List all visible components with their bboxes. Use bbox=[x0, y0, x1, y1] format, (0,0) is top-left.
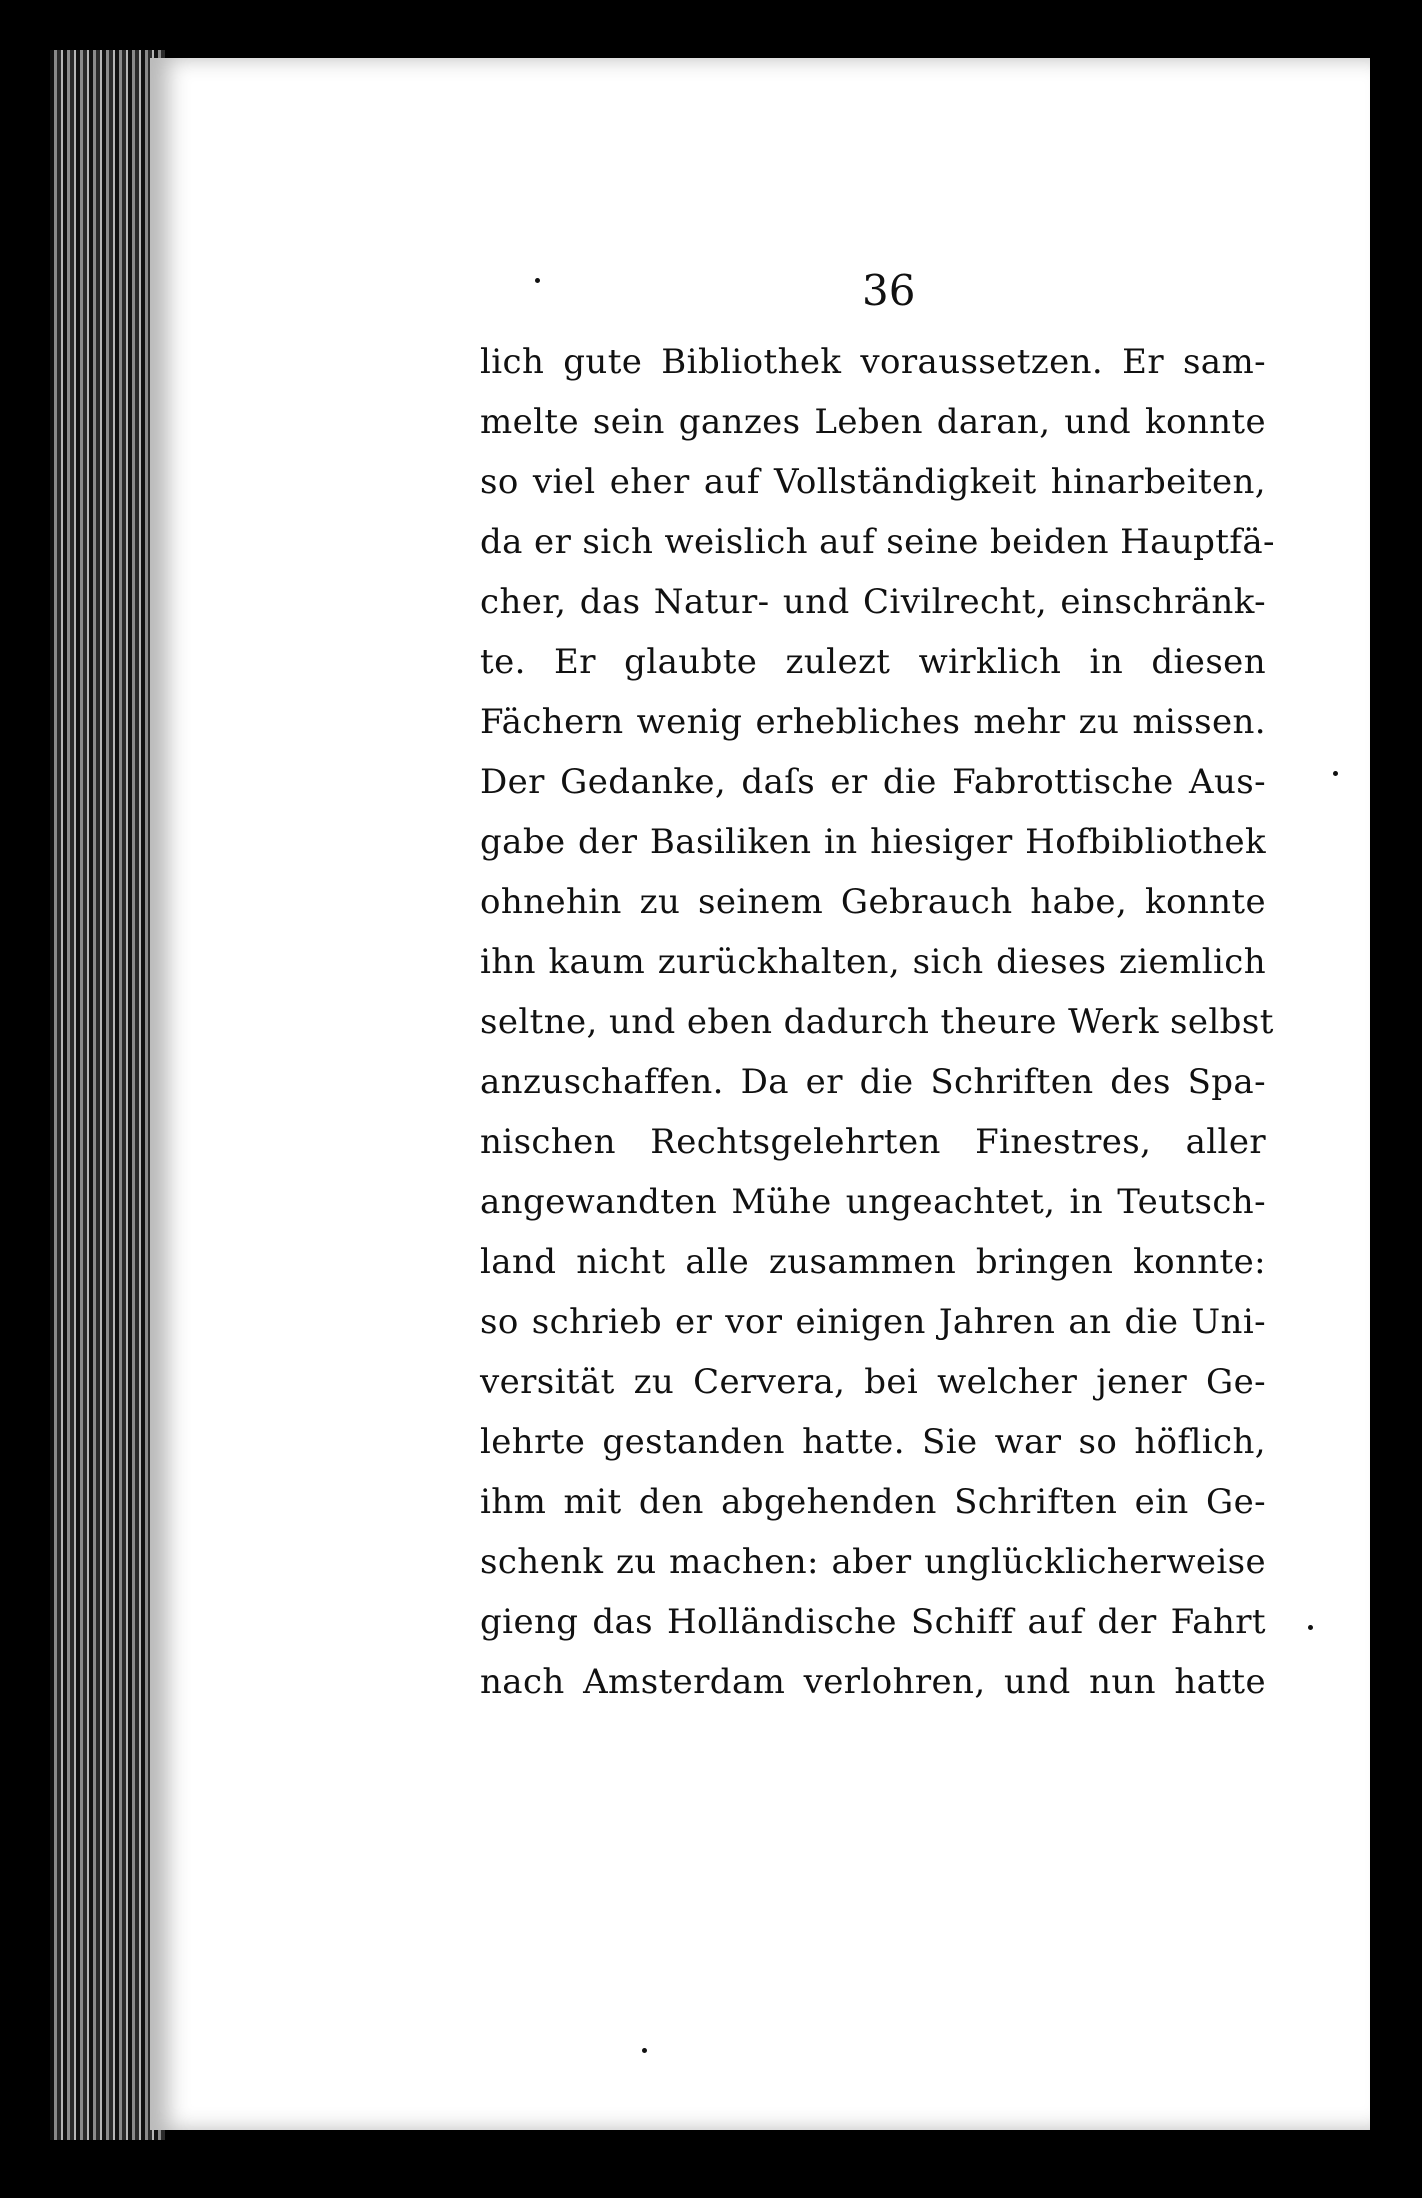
page-number: 36 bbox=[862, 266, 916, 315]
text-line: cher, das Natur- und Civilrecht, einschränk- bbox=[480, 582, 1266, 622]
ink-speck bbox=[535, 278, 540, 283]
text-line: anzuschaffen. Da er die Schriften des Spa- bbox=[480, 1062, 1266, 1102]
text-line: te. Er glaubte zulezt wirklich in diesen bbox=[480, 642, 1266, 682]
text-line: ohnehin zu seinem Gebrauch habe, konnte bbox=[480, 882, 1266, 922]
ink-speck bbox=[1333, 771, 1338, 776]
page-edges bbox=[50, 50, 165, 2140]
text-line: so schrieb er vor einigen Jahren an die Uni- bbox=[480, 1302, 1266, 1342]
text-line: lehrte gestanden hatte. Sie war so höflich, bbox=[480, 1422, 1266, 1462]
text-line: lich gute Bibliothek voraussetzen. Er sam- bbox=[480, 342, 1266, 382]
text-line: melte sein ganzes Leben daran, und konnte bbox=[480, 402, 1266, 442]
text-line: angewandten Mühe ungeachtet, in Teutsch- bbox=[480, 1182, 1266, 1222]
text-line: ihn kaum zurückhalten, sich dieses ziemlich bbox=[480, 942, 1266, 982]
body-text bbox=[480, 332, 1275, 1712]
text-line: Der Gedanke, daſs er die Fabrottische Aus- bbox=[480, 762, 1266, 802]
text-line: versität zu Cervera, bei welcher jener Ge- bbox=[480, 1362, 1266, 1402]
text-line: nischen Rechtsgelehrten Finestres, aller bbox=[480, 1122, 1266, 1162]
ink-speck bbox=[642, 2048, 647, 2053]
text-line: da er sich weislich auf seine beiden Hauptfä- bbox=[480, 522, 1275, 562]
text-line: gabe der Basiliken in hiesiger Hofbibliothek bbox=[480, 822, 1266, 862]
text-line: schenk zu machen: aber unglücklicherweise bbox=[480, 1542, 1266, 1582]
text-line: land nicht alle zusammen bringen konnte: bbox=[480, 1242, 1266, 1282]
text-line: ihm mit den abgehenden Schriften ein Ge- bbox=[480, 1482, 1266, 1522]
ink-speck bbox=[1308, 1625, 1313, 1630]
text-line: so viel eher auf Vollständigkeit hinarbeiten, bbox=[480, 462, 1266, 502]
text-line: gieng das Holländische Schiff auf der Fahrt bbox=[480, 1602, 1266, 1642]
text-line: nach Amsterdam verlohren, und nun hatte bbox=[480, 1662, 1266, 1702]
text-line: seltne, und eben dadurch theure Werk selbst bbox=[480, 1002, 1274, 1042]
text-line: Fächern wenig erhebliches mehr zu missen. bbox=[480, 702, 1266, 742]
